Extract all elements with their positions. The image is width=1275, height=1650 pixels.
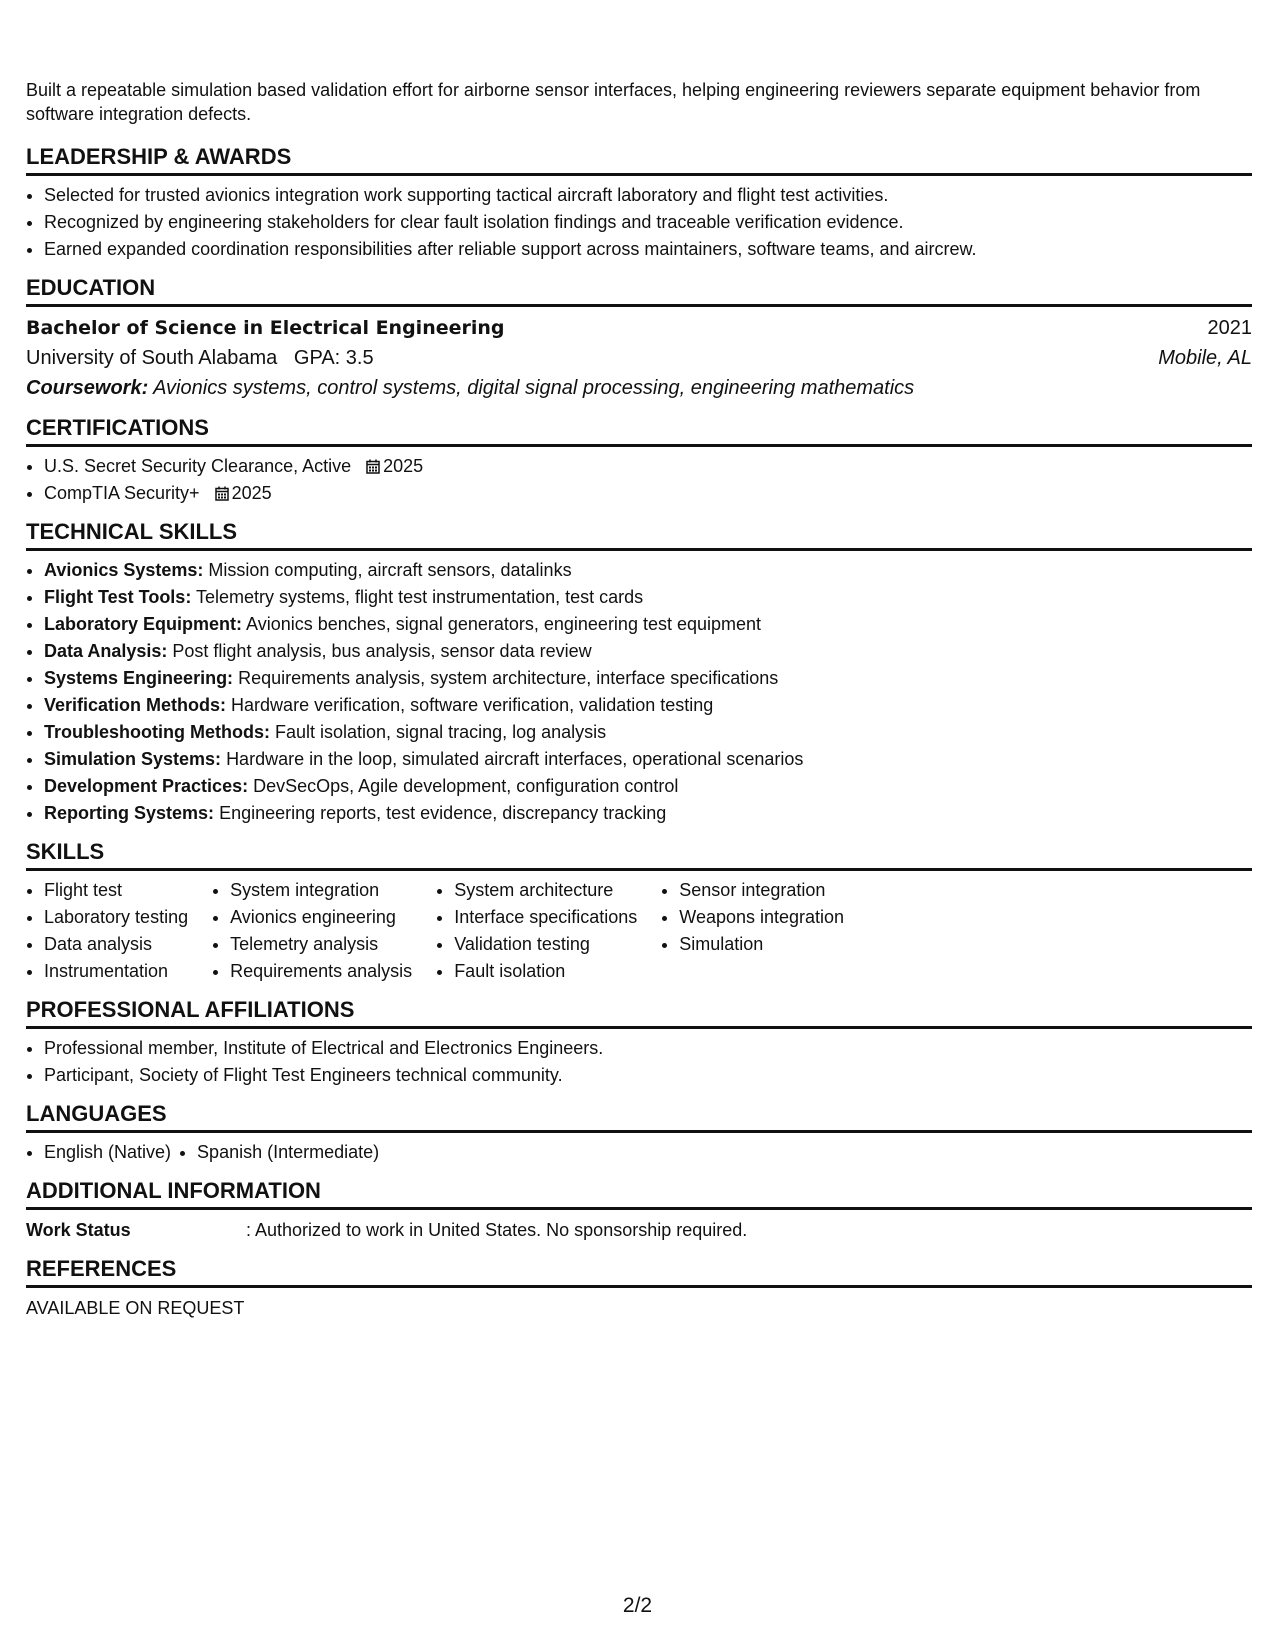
section-title-languages: LANGUAGES: [26, 1101, 1252, 1133]
section-title-references: REFERENCES: [26, 1256, 1252, 1288]
work-status-label: Work Status: [26, 1220, 131, 1240]
skill-label: Troubleshooting Methods:: [44, 722, 270, 742]
school-info: [26, 343, 374, 373]
list-item: [44, 557, 1252, 584]
languages-list: [26, 1139, 1252, 1166]
affiliations-list: [26, 1035, 1252, 1089]
list-item: • Requirements analysis: [230, 958, 412, 985]
section-title-affiliations: PROFESSIONAL AFFILIATIONS: [26, 997, 1252, 1029]
list-item: • Earned expanded coordination responsibilities after reliable support across maintainers, software teams, and aircrew.: [44, 236, 1252, 263]
references-section: [26, 1256, 1252, 1322]
list-item: • Laboratory testing: [44, 904, 188, 931]
technical-skills-list: [26, 557, 1252, 827]
skill-value: Hardware in the loop, simulated aircraft interfaces, operational scenarios: [226, 749, 804, 769]
skill-label: Development Practices:: [44, 776, 249, 796]
certifications-section: [26, 415, 1252, 507]
list-item: • System integration: [230, 877, 412, 904]
list-item: • Professional member, Institute of Electrical and Electronics Engineers.: [44, 1035, 1252, 1062]
languages-section: [26, 1101, 1252, 1166]
skill-label: Flight Test Tools:: [44, 587, 192, 607]
skills-column: [436, 877, 637, 985]
list-item: • Selected for trusted avionics integration work supporting tactical aircraft laboratory and flight test activities.: [44, 182, 1252, 209]
list-item: [44, 611, 1252, 638]
skill-label: Laboratory Equipment:: [44, 614, 243, 634]
list-item: • English (Native): [44, 1139, 171, 1166]
resume-page: [26, 78, 1252, 1334]
skills-column: [212, 877, 412, 985]
graduation-year: 2021: [1207, 317, 1252, 339]
skill-value: Telemetry systems, flight test instrumentation, test cards: [196, 587, 644, 607]
skill-value: Mission computing, aircraft sensors, datalinks: [208, 560, 572, 580]
intro-paragraph: Built a repeatable simulation based validation effort for airborne sensor interfaces, helping engineering reviewers separate equipment behavior from software integration defects.: [26, 80, 1201, 124]
certification-year: 2025: [231, 483, 272, 503]
list-item: • Spanish (Intermediate): [197, 1139, 379, 1166]
skill-label: Data Analysis:: [44, 641, 168, 661]
list-item: [44, 692, 1252, 719]
education-school-row: [26, 343, 1252, 373]
section-title-education: EDUCATION: [26, 275, 1252, 307]
certifications-list: [26, 453, 1252, 507]
list-item: [44, 584, 1252, 611]
list-item: • Avionics engineering: [230, 904, 412, 931]
list-item: • Interface specifications: [454, 904, 637, 931]
list-item: • Validation testing: [454, 931, 637, 958]
skills-columns: [26, 877, 1252, 985]
coursework-text: Avionics systems, control systems, digital signal processing, engineering mathematics: [153, 377, 915, 399]
skills-column: [26, 877, 188, 985]
skill-value: Engineering reports, test evidence, discrepancy tracking: [219, 803, 667, 823]
skills-section: [26, 839, 1252, 985]
list-item: • System architecture: [454, 877, 637, 904]
list-item: • Instrumentation: [44, 958, 188, 985]
technical-skills-section: [26, 519, 1252, 827]
list-item: [44, 773, 1252, 800]
additional-info-section: [26, 1178, 1252, 1244]
skill-label: Reporting Systems:: [44, 803, 215, 823]
section-title-certifications: CERTIFICATIONS: [26, 415, 1252, 447]
work-status-row: [26, 1216, 1252, 1244]
section-title-leadership: LEADERSHIP & AWARDS: [26, 144, 1252, 176]
skill-value: Fault isolation, signal tracing, log analysis: [275, 722, 607, 742]
list-item: • Telemetry analysis: [230, 931, 412, 958]
list-item: [44, 746, 1252, 773]
section-title-skills: SKILLS: [26, 839, 1252, 871]
skill-label: Avionics Systems:: [44, 560, 204, 580]
skill-value: Hardware verification, software verification, validation testing: [231, 695, 714, 715]
skill-value: Requirements analysis, system architecture, interface specifications: [238, 668, 779, 688]
list-item: • Fault isolation: [454, 958, 637, 985]
list-item: • Simulation: [679, 931, 844, 958]
skill-value: Post flight analysis, bus analysis, sensor data review: [172, 641, 592, 661]
list-item: [44, 453, 1252, 480]
list-item: • Participant, Society of Flight Test Engineers technical community.: [44, 1062, 1252, 1089]
coursework-label: Coursework:: [26, 377, 149, 399]
gpa: GPA: 3.5: [293, 347, 374, 369]
section-title-technical-skills: TECHNICAL SKILLS: [26, 519, 1252, 551]
list-item: [44, 800, 1252, 827]
skill-value: Avionics benches, signal generators, engineering test equipment: [246, 614, 762, 634]
list-item: [44, 480, 1252, 507]
school-name: University of South Alabama: [26, 347, 278, 369]
references-text: AVAILABLE ON REQUEST: [26, 1298, 245, 1318]
skill-label: Simulation Systems:: [44, 749, 222, 769]
calendar-icon: [215, 486, 229, 501]
list-item: [44, 665, 1252, 692]
skill-label: Verification Methods:: [44, 695, 227, 715]
certification-name: U.S. Secret Security Clearance, Active: [44, 456, 352, 476]
list-item: [44, 719, 1252, 746]
list-item: [44, 638, 1252, 665]
education-degree-row: [26, 313, 1252, 343]
certification-name: CompTIA Security+: [44, 483, 200, 503]
degree-name: Bachelor of Science in Electrical Engineering: [26, 317, 505, 339]
list-item: • Flight test: [44, 877, 188, 904]
list-item: • Recognized by engineering stakeholders for clear fault isolation findings and traceable verification evidence.: [44, 209, 1252, 236]
education-section: [26, 275, 1252, 403]
leadership-section: [26, 144, 1252, 263]
skill-label: Systems Engineering:: [44, 668, 234, 688]
list-item: • Sensor integration: [679, 877, 844, 904]
certification-year: 2025: [383, 456, 424, 476]
section-title-additional-info: ADDITIONAL INFORMATION: [26, 1178, 1252, 1210]
work-status-value: : Authorized to work in United States. No sponsorship required.: [246, 1220, 748, 1240]
page-number: 2/2: [622, 1594, 653, 1617]
calendar-icon: [366, 459, 380, 474]
skills-column: [661, 877, 844, 985]
list-item: • Weapons integration: [679, 904, 844, 931]
list-item: • Data analysis: [44, 931, 188, 958]
coursework: [26, 373, 1252, 403]
school-location: Mobile, AL: [1158, 347, 1252, 369]
skill-value: DevSecOps, Agile development, configuration control: [253, 776, 679, 796]
affiliations-section: [26, 997, 1252, 1089]
leadership-list: [26, 182, 1252, 263]
